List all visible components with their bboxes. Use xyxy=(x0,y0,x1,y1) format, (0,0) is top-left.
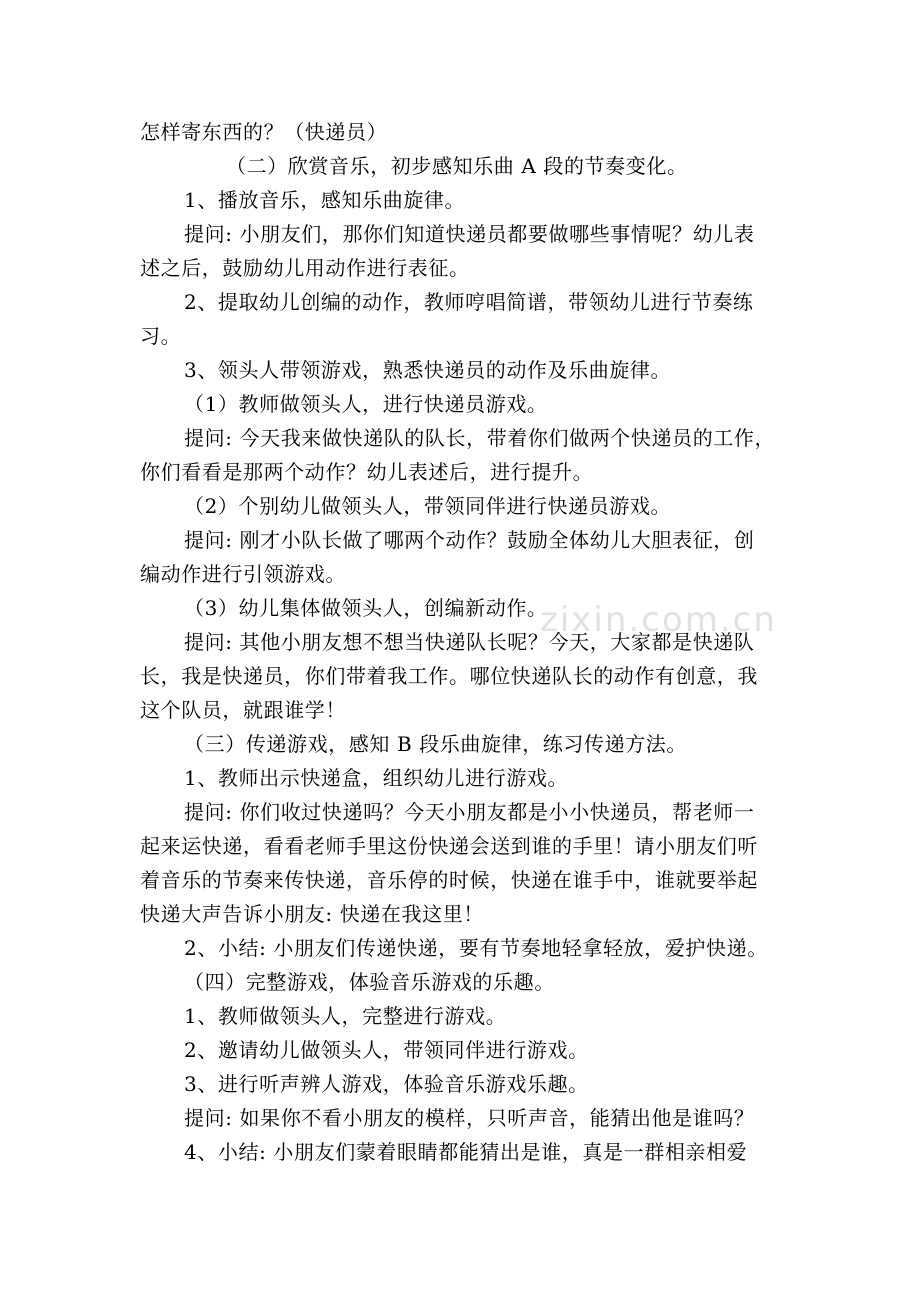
text-line: 提问: 今天我来做快递队的队长，带着你们做两个快递员的工作， xyxy=(184,426,776,450)
text-line: 1、教师做领头人，完整进行游戏。 xyxy=(184,1004,507,1028)
text-line: （1）教师做领头人，进行快递员游戏。 xyxy=(184,392,548,416)
text-line: 1、教师出示快递盒，组织幼儿进行游戏。 xyxy=(184,766,569,790)
text-line: 编动作进行引领游戏。 xyxy=(140,562,346,586)
watermark: zixin.com.cn xyxy=(540,600,777,640)
text-line: （3）幼儿集体做领头人，创编新动作。 xyxy=(184,596,548,620)
text-line: 起来运快递，看看老师手里这份快递会送到谁的手里！请小朋友们听 xyxy=(140,834,758,858)
text-line: 这个队员，就跟谁学！ xyxy=(140,698,346,722)
text-line: （2）个别幼儿做领头人，带领同伴进行快递员游戏。 xyxy=(184,494,672,518)
text-line: 2、提取幼儿创编的动作，教师哼唱简谱，带领幼儿进行节奏练 xyxy=(184,290,754,314)
text-line: 怎样寄东西的？（快递员） xyxy=(140,120,388,144)
text-line: 提问: 刚才小队长做了哪两个动作？鼓励全体幼儿大胆表征，创 xyxy=(184,528,755,552)
text-line: 1、播放音乐，感知乐曲旋律。 xyxy=(184,188,466,212)
text-line: 着音乐的节奏来传快递，音乐停的时候，快递在谁手中，谁就要举起 xyxy=(140,868,758,892)
text-line: 快递大声告诉小朋友: 快递在我这里！ xyxy=(140,902,484,926)
text-line: 述之后，鼓励幼儿用动作进行表征。 xyxy=(140,256,470,280)
text-line: 3、进行听声辨人游戏，体验音乐游戏乐趣。 xyxy=(184,1072,589,1096)
text-line: 3、领头人带领游戏，熟悉快递员的动作及乐曲旋律。 xyxy=(184,358,672,382)
text-line: 2、小结: 小朋友们传递快递，要有节奏地轻拿轻放，爱护快递。 xyxy=(184,936,768,960)
text-line: 提问: 你们收过快递吗？今天小朋友都是小小快递员，帮老师一 xyxy=(184,800,755,824)
section-heading: （二）欣赏音乐，初步感知乐曲 A 段的节奏变化。 xyxy=(226,154,688,178)
text-line: 提问: 如果你不看小朋友的模样，只听声音，能猜出他是谁吗？ xyxy=(184,1106,755,1130)
section-heading: （四）完整游戏，体验音乐游戏的乐趣。 xyxy=(184,970,555,994)
text-line: 你们看看是那两个动作？幼儿表述后，进行提升。 xyxy=(140,460,594,484)
text-line: 习。 xyxy=(140,324,182,348)
section-heading: （三）传递游戏，感知 B 段乐曲旋律，练习传递方法。 xyxy=(184,732,688,756)
text-line: 提问: 小朋友们，那你们知道快递员都要做哪些事情呢？幼儿表 xyxy=(184,222,755,246)
text-line: 长，我是快递员，你们带着我工作。哪位快递队长的动作有创意，我 xyxy=(140,664,758,688)
text-line: 4、小结: 小朋友们蒙着眼睛都能猜出是谁，真是一群相亲相爱 xyxy=(184,1140,748,1164)
text-line: 提问: 其他小朋友想不想当快递队长呢？今天，大家都是快递队 xyxy=(184,630,755,654)
text-line: 2、邀请幼儿做领头人，带领同伴进行游戏。 xyxy=(184,1038,589,1062)
